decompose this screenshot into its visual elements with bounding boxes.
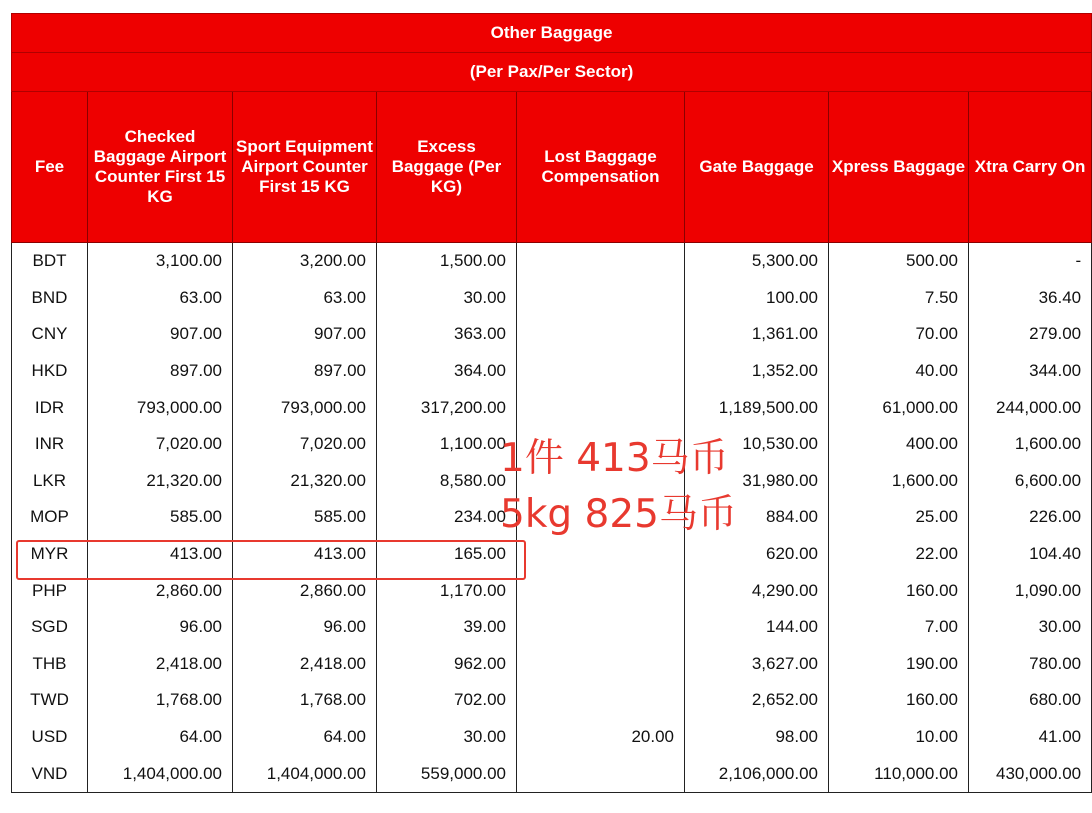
fee-cell: 1,189,500.00 [685, 389, 829, 426]
fee-cell: 2,418.00 [233, 646, 377, 683]
fee-cell: 226.00 [969, 499, 1092, 536]
fee-cell: 36.40 [969, 280, 1092, 317]
fee-cell: 30.00 [969, 609, 1092, 646]
fee-cell: 3,627.00 [685, 646, 829, 683]
fee-cell: 7.50 [829, 280, 969, 317]
fee-cell [517, 243, 685, 280]
column-header: Excess Baggage (Per KG) [377, 92, 517, 243]
fee-cell: 96.00 [233, 609, 377, 646]
fee-cell: 1,404,000.00 [88, 755, 233, 792]
fee-cell: 897.00 [88, 353, 233, 390]
fee-cell: 96.00 [88, 609, 233, 646]
currency-cell: INR [12, 426, 88, 463]
fee-cell: 1,100.00 [377, 426, 517, 463]
fee-cell: 2,418.00 [88, 646, 233, 683]
fee-cell: 160.00 [829, 572, 969, 609]
fee-cell: 1,600.00 [829, 463, 969, 500]
baggage-fee-table-container [11, 13, 1086, 793]
fee-cell: 104.40 [969, 536, 1092, 573]
fee-cell: 897.00 [233, 353, 377, 390]
column-header: Checked Baggage Airport Counter First 15 KG [88, 92, 233, 243]
fee-cell: 279.00 [969, 316, 1092, 353]
currency-cell: MOP [12, 499, 88, 536]
fee-cell [517, 609, 685, 646]
fee-cell: 1,090.00 [969, 572, 1092, 609]
table-row [12, 646, 1092, 683]
fee-cell: 190.00 [829, 646, 969, 683]
fee-cell: 5,300.00 [685, 243, 829, 280]
fee-cell: 1,404,000.00 [233, 755, 377, 792]
fee-cell [517, 389, 685, 426]
fee-cell: 234.00 [377, 499, 517, 536]
fee-cell: 1,768.00 [233, 682, 377, 719]
fee-cell: 430,000.00 [969, 755, 1092, 792]
annotation-line-2: 5kg 825马币 [500, 492, 737, 537]
currency-cell: HKD [12, 353, 88, 390]
fee-cell: 25.00 [829, 499, 969, 536]
fee-cell: 1,361.00 [685, 316, 829, 353]
currency-cell: LKR [12, 463, 88, 500]
fee-cell: 962.00 [377, 646, 517, 683]
fee-cell: 30.00 [377, 280, 517, 317]
fee-cell: 39.00 [377, 609, 517, 646]
fee-cell: 144.00 [685, 609, 829, 646]
fee-cell: 6,600.00 [969, 463, 1092, 500]
fee-cell [517, 682, 685, 719]
fee-cell: 22.00 [829, 536, 969, 573]
fee-cell: 31,980.00 [685, 463, 829, 500]
fee-cell: 3,200.00 [233, 243, 377, 280]
table-row [12, 316, 1092, 353]
column-header-row [12, 92, 1092, 243]
baggage-fee-table [11, 13, 1092, 793]
fee-cell: 21,320.00 [88, 463, 233, 500]
fee-cell: 344.00 [969, 353, 1092, 390]
column-header: Lost Baggage Compensation [517, 92, 685, 243]
column-header: Fee [12, 92, 88, 243]
table-row [12, 353, 1092, 390]
fee-cell: 70.00 [829, 316, 969, 353]
currency-cell: SGD [12, 609, 88, 646]
fee-cell: 500.00 [829, 243, 969, 280]
currency-cell: CNY [12, 316, 88, 353]
fee-cell: 160.00 [829, 682, 969, 719]
fee-cell: 3,100.00 [88, 243, 233, 280]
fee-cell [517, 572, 685, 609]
fee-cell: 244,000.00 [969, 389, 1092, 426]
fee-cell: 413.00 [88, 536, 233, 573]
table-title: Other Baggage [12, 14, 1092, 53]
table-subtitle: (Per Pax/Per Sector) [12, 53, 1092, 92]
fee-cell: 1,352.00 [685, 353, 829, 390]
fee-cell: 2,860.00 [88, 572, 233, 609]
fee-cell: 165.00 [377, 536, 517, 573]
fee-cell: 620.00 [685, 536, 829, 573]
fee-cell: 2,860.00 [233, 572, 377, 609]
fee-cell: 2,106,000.00 [685, 755, 829, 792]
fee-cell: 64.00 [88, 719, 233, 756]
fee-cell [517, 646, 685, 683]
fee-cell: 7,020.00 [233, 426, 377, 463]
fee-cell: 884.00 [685, 499, 829, 536]
myr-row-highlight-box [16, 540, 526, 580]
table-row [12, 389, 1092, 426]
column-header: Sport Equipment Airport Counter First 15 KG [233, 92, 377, 243]
fee-cell: 1,500.00 [377, 243, 517, 280]
currency-cell: BDT [12, 243, 88, 280]
currency-cell: IDR [12, 389, 88, 426]
fee-cell: 2,652.00 [685, 682, 829, 719]
fee-cell: 7.00 [829, 609, 969, 646]
table-row [12, 243, 1092, 280]
fee-cell: 1,768.00 [88, 682, 233, 719]
fee-cell: 30.00 [377, 719, 517, 756]
fee-cell: - [969, 243, 1092, 280]
fee-cell: 793,000.00 [233, 389, 377, 426]
fee-cell: 64.00 [233, 719, 377, 756]
fee-cell: 1,600.00 [969, 426, 1092, 463]
fee-cell: 364.00 [377, 353, 517, 390]
column-header: Gate Baggage [685, 92, 829, 243]
fee-cell: 680.00 [969, 682, 1092, 719]
fee-cell: 100.00 [685, 280, 829, 317]
table-row [12, 755, 1092, 792]
fee-cell: 317,200.00 [377, 389, 517, 426]
table-row [12, 280, 1092, 317]
currency-cell: MYR [12, 536, 88, 573]
currency-cell: PHP [12, 572, 88, 609]
fee-cell: 363.00 [377, 316, 517, 353]
fee-cell: 702.00 [377, 682, 517, 719]
fee-cell: 41.00 [969, 719, 1092, 756]
fee-cell: 585.00 [233, 499, 377, 536]
annotation-line-1: 1件 413马币 [500, 436, 729, 481]
currency-cell: BND [12, 280, 88, 317]
fee-cell: 10,530.00 [685, 426, 829, 463]
fee-cell: 559,000.00 [377, 755, 517, 792]
fee-cell: 907.00 [233, 316, 377, 353]
fee-cell: 63.00 [233, 280, 377, 317]
fee-cell: 780.00 [969, 646, 1092, 683]
fee-cell: 40.00 [829, 353, 969, 390]
currency-cell: VND [12, 755, 88, 792]
fee-cell [517, 353, 685, 390]
fee-cell [517, 316, 685, 353]
fee-cell: 8,580.00 [377, 463, 517, 500]
fee-cell [517, 755, 685, 792]
table-row [12, 719, 1092, 756]
fee-cell: 585.00 [88, 499, 233, 536]
fee-cell: 20.00 [517, 719, 685, 756]
fee-cell: 793,000.00 [88, 389, 233, 426]
fee-cell: 4,290.00 [685, 572, 829, 609]
currency-cell: USD [12, 719, 88, 756]
fee-cell: 98.00 [685, 719, 829, 756]
table-row [12, 609, 1092, 646]
currency-cell: THB [12, 646, 88, 683]
fee-cell: 61,000.00 [829, 389, 969, 426]
fee-cell [517, 280, 685, 317]
currency-cell: TWD [12, 682, 88, 719]
fee-cell: 110,000.00 [829, 755, 969, 792]
fee-cell: 1,170.00 [377, 572, 517, 609]
fee-cell: 400.00 [829, 426, 969, 463]
fee-cell [517, 536, 685, 573]
fee-cell: 63.00 [88, 280, 233, 317]
fee-cell: 413.00 [233, 536, 377, 573]
column-header: Xtra Carry On [969, 92, 1092, 243]
fee-cell: 907.00 [88, 316, 233, 353]
fee-cell: 10.00 [829, 719, 969, 756]
table-row [12, 682, 1092, 719]
fee-cell: 21,320.00 [233, 463, 377, 500]
column-header: Xpress Baggage [829, 92, 969, 243]
fee-cell: 7,020.00 [88, 426, 233, 463]
